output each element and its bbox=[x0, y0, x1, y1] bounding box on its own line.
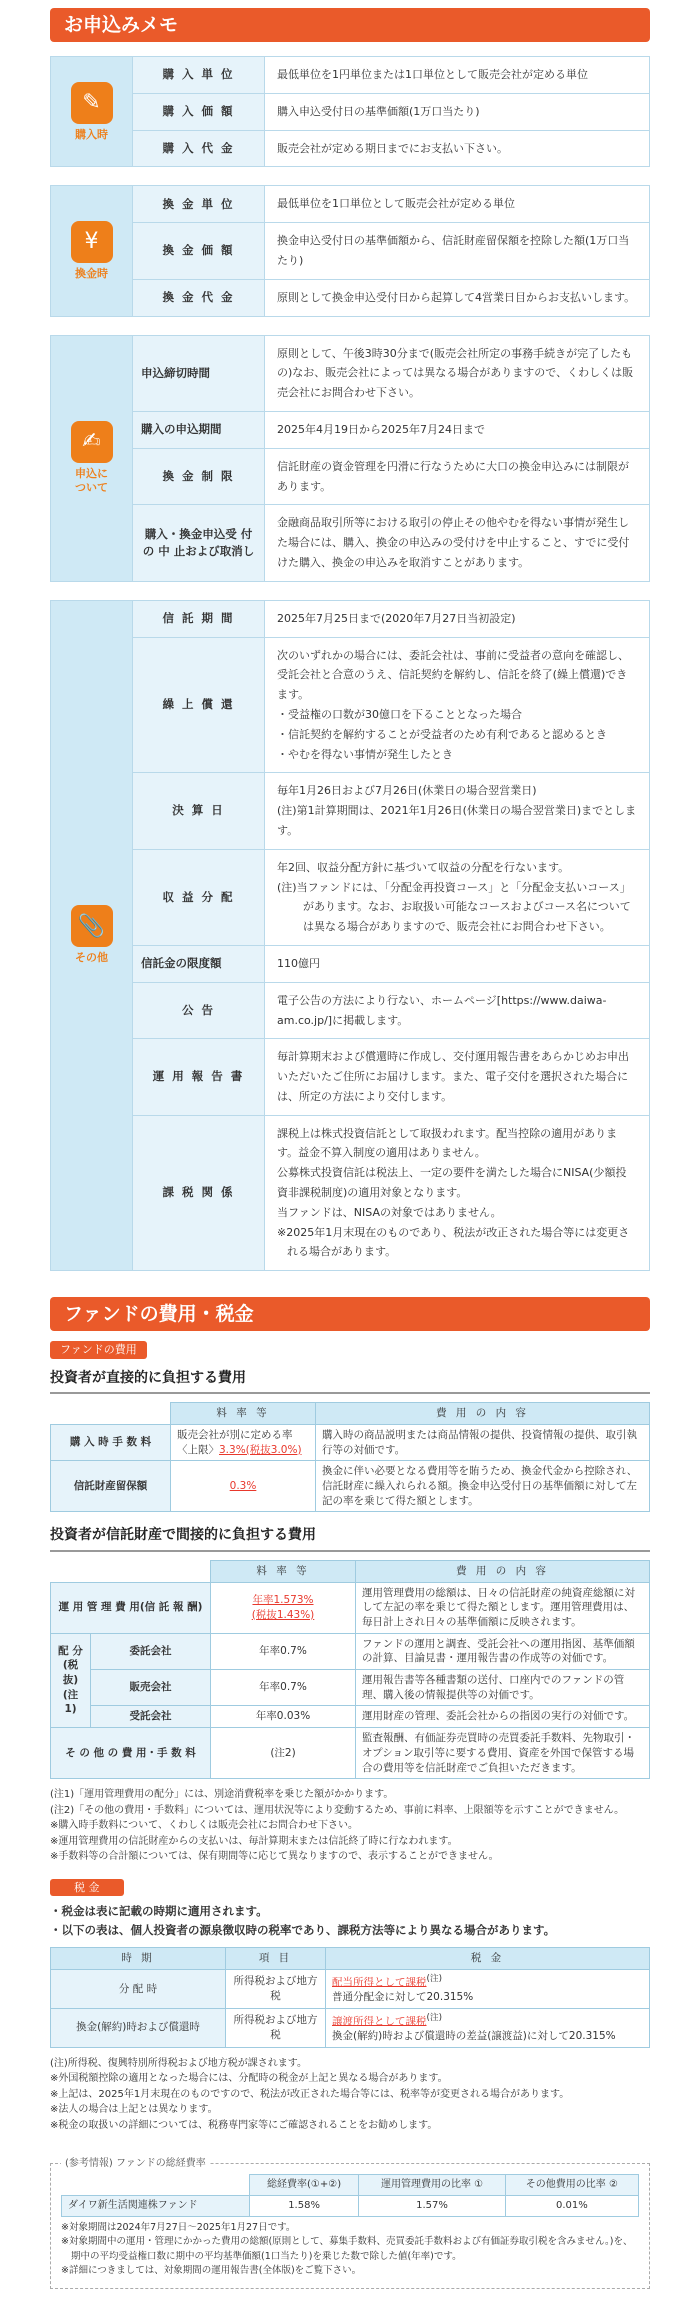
tax-type: 配当所得として課税 bbox=[332, 1976, 427, 1989]
row-value: 最低単位を1口単位として販売会社が定める単位 bbox=[277, 197, 515, 211]
row-value: 毎計算期末および償還時に作成し、交付運用報告書をあらかじめお申出いただいたご住所にお届けします。また、電子交付を選択された場合には、所定の方法により交付します。 bbox=[277, 1050, 629, 1103]
rate-value: 年率1.573% bbox=[252, 1594, 314, 1607]
row-label: 購 入 代 金 bbox=[133, 131, 265, 167]
rate-value: 年率0.7% bbox=[211, 1670, 356, 1706]
memo-side-label: 購入時 bbox=[75, 127, 108, 141]
reference-box bbox=[50, 2158, 650, 2289]
row-label: 換 金 単 位 bbox=[133, 186, 265, 222]
reference-title: (参考情報) ファンドの総経費率 bbox=[61, 2156, 210, 2172]
memo-side-other bbox=[51, 601, 133, 1271]
note-line: ※上記は、2025年1月末現在のものですので、税法が改正された場合等には、税率等が変更される場合があります。 bbox=[50, 2088, 570, 2100]
memo-row bbox=[133, 336, 649, 412]
note-line: ※詳細につきましては、対象期間の運用報告書(全体版)をご覧下さい。 bbox=[61, 2264, 362, 2276]
row-item: 所得税および地方税 bbox=[226, 1969, 326, 2008]
row-value: 販売会社が定める期日までにお支払い下さい。 bbox=[277, 141, 508, 155]
row-value: 次のいずれかの場合には、委託会社は、事前に受益者の意向を確認し、受託会社と合意のうえ、信託契約を解約し、信託を終了(繰上償還)できます。 bbox=[277, 648, 629, 702]
row-label: 購入の申込期間 bbox=[133, 412, 265, 448]
row-label: 受託会社 bbox=[91, 1706, 211, 1728]
row-content: ファンドの運用と調査、受託会社への運用指図、基準価額の計算、目論見書・運用報告書の作成等の対価です。 bbox=[356, 1633, 650, 1669]
note-line: (注1)「運用管理費用の配分」には、別途消費税率を乗じた額がかかります。 bbox=[50, 1789, 394, 1801]
row-content: 運用管理費用の総額は、日々の信託財産の純資産総額に対して左記の率を乗じて得た額とします。運用管理費用は、毎日計上され日々の基準価額に反映されます。 bbox=[356, 1582, 650, 1633]
tax-point: ・以下の表は、個人投資者の源泉徴収時の税率であり、課税方法等により異なる場合があります。 bbox=[50, 1922, 556, 1937]
row-label: 換 金 代 金 bbox=[133, 280, 265, 316]
memo-row bbox=[133, 1039, 649, 1115]
memo-row bbox=[133, 773, 649, 849]
memo-title: お申込みメモ bbox=[50, 8, 650, 42]
row-value: 信託財産の資金管理を円滑に行なうために大口の換金申込みには制限があります。 bbox=[277, 459, 629, 493]
note-line: ※税金の取扱いの詳細については、税務専門家等にご確認されることをお勧めします。 bbox=[50, 2119, 438, 2131]
memo-row bbox=[133, 1116, 649, 1271]
memo-side-application bbox=[51, 336, 133, 581]
row-label: 購 入 時 手 数 料 bbox=[51, 1425, 171, 1461]
rate-value: 3.3%(税抜3.0%) bbox=[219, 1443, 302, 1456]
memo-row bbox=[133, 131, 649, 167]
header-content: 費 用 の 内 容 bbox=[356, 1560, 650, 1582]
header-rate: 料 率 等 bbox=[171, 1403, 316, 1425]
fees-chip: ファンドの費用 bbox=[50, 1341, 147, 1359]
memo-row bbox=[133, 223, 649, 280]
rate-value: 0.3% bbox=[229, 1480, 257, 1493]
row-label: 公 告 bbox=[133, 983, 265, 1039]
tax-sup: (注) bbox=[426, 2012, 443, 2023]
table-row bbox=[51, 1969, 650, 2008]
row-value: 2025年4月19日から2025年7月24日まで bbox=[277, 422, 485, 436]
pen-icon: ✍ bbox=[71, 421, 113, 463]
header-item: 項 目 bbox=[226, 1948, 326, 1970]
header-other: その他費用の比率 ② bbox=[505, 2175, 638, 2196]
row-label: 課 税 関 係 bbox=[133, 1116, 265, 1271]
note-line: ※運用管理費用の信託財産からの支払いは、毎計算期末または信託終了時に行なわれます。 bbox=[50, 1835, 458, 1847]
tax-type: 譲渡所得として課税 bbox=[332, 2015, 427, 2028]
purchase-icon: ✎ bbox=[71, 82, 113, 124]
row-label: 信託財産留保額 bbox=[51, 1461, 171, 1512]
memo-exchange-block bbox=[50, 185, 650, 316]
table-row bbox=[51, 1728, 650, 1779]
row-label: 購入・換金申込受 付 の 中 止および取消し bbox=[133, 505, 265, 580]
note-line: (注2)「その他の費用・手数料」については、運用状況等により変動するため、事前に料率、上限額等を示すことができません。 bbox=[50, 1804, 625, 1816]
rate-value-excl: (税抜1.43%) bbox=[251, 1608, 315, 1621]
row-value: 原則として換金申込受付日から起算して4営業日目からお支払いします。 bbox=[277, 290, 636, 304]
note-line: ※手数料等の合計額については、保有期間等に応じて異なりますので、表示することができません。 bbox=[50, 1851, 499, 1863]
table-row bbox=[51, 2008, 650, 2047]
indirect-fees-title: 投資者が信託財産で間接的に負担する費用 bbox=[50, 1524, 650, 1551]
row-content: 購入時の商品説明または商品情報の提供、投資情報の提供、取引執行等の対価です。 bbox=[316, 1425, 650, 1461]
tax-point: ・税金は表に記載の時期に適用されます。 bbox=[50, 1904, 268, 1919]
exchange-icon: ¥ bbox=[71, 221, 113, 263]
row-note: ※2025年1月末現在のものであり、税法が改正された場合等には変更される場合があります。 bbox=[277, 1225, 630, 1259]
memo-row bbox=[133, 638, 649, 774]
row-value: 電子公告の方法により行ない、ホームページ[https://www.daiwa-am.co.jp/]に掲載します。 bbox=[277, 993, 607, 1027]
row-value: 課税上は株式投資信託として取扱われます。配当控除の適用があります。益金不算入制度の適用はありません。 bbox=[277, 1126, 618, 1160]
table-row bbox=[51, 1633, 650, 1669]
memo-row bbox=[133, 983, 649, 1040]
row-label: そ の 他 の 費 用・手 数 料 bbox=[51, 1728, 211, 1779]
table-row bbox=[51, 1425, 650, 1461]
note-line: ※購入時手数料について、くわしくは販売会社にお問合わせ下さい。 bbox=[50, 1820, 358, 1832]
memo-purchase-block bbox=[50, 56, 650, 167]
row-value: 2025年7月25日まで(2020年7月27日当初設定) bbox=[277, 611, 516, 625]
memo-row bbox=[133, 601, 649, 638]
row-label: 繰 上 償 還 bbox=[133, 638, 265, 773]
row-value: 年2回、収益分配方針に基づいて収益の分配を行ないます。 bbox=[277, 860, 570, 874]
total-ratio: 1.58% bbox=[249, 2196, 358, 2217]
row-value: 原則として、午後3時30分まで(販売会社所定の事務手続きが完了したもの)なお、販売会社によっては異なる場合がありますので、くわしくは販売会社にお問合わせ下さい。 bbox=[277, 346, 634, 400]
tax-rate: 普通分配金に対して20.315% bbox=[332, 1991, 474, 2004]
rate-value: 年率0.03% bbox=[211, 1706, 356, 1728]
fund-name: ダイワ新生活関連株ファンド bbox=[62, 2196, 250, 2217]
table-row bbox=[51, 1670, 650, 1706]
indirect-fees-table bbox=[50, 1560, 650, 1779]
row-label: 信 託 期 間 bbox=[133, 601, 265, 637]
row-label: 収 益 分 配 bbox=[133, 850, 265, 945]
row-content: 換金に伴い必要となる費用等を賄うため、換金代金から控除され、信託財産に繰入れられる額。換金申込受付日の基準価額に対して左記の率を乗じて得た額とします。 bbox=[316, 1461, 650, 1512]
split-label: 配 分(税抜)(注1) bbox=[51, 1633, 91, 1727]
note-line: ※法人の場合は上記とは異なります。 bbox=[50, 2104, 218, 2116]
row-timing: 換金(解約)時および償還時 bbox=[51, 2008, 226, 2047]
row-label: 購 入 単 位 bbox=[133, 57, 265, 93]
memo-row bbox=[133, 57, 649, 94]
header-total: 総経費率(①+②) bbox=[249, 2175, 358, 2196]
row-label: 換 金 制 限 bbox=[133, 449, 265, 505]
row-value: 購入申込受付日の基準価額(1万口当たり) bbox=[277, 104, 480, 118]
row-value: 当ファンドは、NISAの対象ではありません。 bbox=[277, 1205, 502, 1219]
row-timing: 分 配 時 bbox=[51, 1969, 226, 2008]
note-line: ※対象期間は2024年7月27日〜2025年1月27日です。 bbox=[61, 2222, 296, 2234]
row-label: 委託会社 bbox=[91, 1633, 211, 1669]
note-line: ※対象期間中の運用・管理にかかった費用の総額(原則として、募集手数料、売買委託手数料および有価証券取引税を含みません。)を、期中の平均受益権口数に期中の平均基準価額(1口当たり)を乗じた数で除した値(年率)です。 bbox=[61, 2236, 633, 2262]
note-line: (注)所得税、復興特別所得税および地方税が課されます。 bbox=[50, 2057, 308, 2069]
row-value: 換金申込受付日の基準価額から、信託財産留保額を控除した額(1万口当たり) bbox=[277, 234, 630, 267]
tax-points bbox=[50, 1902, 650, 1939]
direct-fees-table bbox=[50, 1402, 650, 1512]
fees-notes bbox=[50, 1787, 650, 1865]
row-label: 換 金 価 額 bbox=[133, 223, 265, 279]
header-content: 費 用 の 内 容 bbox=[316, 1403, 650, 1425]
memo-side-label: 換金時 bbox=[75, 266, 108, 280]
row-label: 運 用 管 理 費 用(信 託 報 酬) bbox=[51, 1582, 211, 1633]
row-label: 信託金の限度額 bbox=[133, 946, 265, 982]
reference-notes bbox=[61, 2221, 639, 2278]
tax-table bbox=[50, 1947, 650, 2048]
memo-row bbox=[133, 946, 649, 983]
memo-application-block bbox=[50, 335, 650, 582]
memo-row bbox=[133, 412, 649, 449]
mgmt-ratio: 1.57% bbox=[359, 2196, 505, 2217]
row-label: 購 入 価 額 bbox=[133, 94, 265, 130]
table-row bbox=[51, 1461, 650, 1512]
row-label: 申込締切時間 bbox=[133, 336, 265, 411]
memo-row bbox=[133, 850, 649, 946]
table-row bbox=[51, 1582, 650, 1633]
reference-table bbox=[61, 2174, 639, 2217]
header-rate: 料 率 等 bbox=[211, 1560, 356, 1582]
table-row bbox=[62, 2196, 639, 2217]
other-ratio: 0.01% bbox=[505, 2196, 638, 2217]
row-note: (注)当ファンドには、「分配金再投資コース」と「分配金支払いコース」があります。なお、お取扱い可能なコースおよびコース名については異なる場合がありますので、販売会社にお問合わせ下さい。 bbox=[277, 880, 631, 934]
rate-value: 年率0.7% bbox=[211, 1633, 356, 1669]
row-label: 販売会社 bbox=[91, 1670, 211, 1706]
row-value: 110億円 bbox=[277, 956, 320, 970]
header-mgmt: 運用管理費用の比率 ① bbox=[359, 2175, 505, 2196]
fees-title: ファンドの費用・税金 bbox=[50, 1297, 650, 1331]
row-content: 監査報酬、有価証券売買時の売買委託手数料、先物取引・オプション取引等に要する費用、資産を外国で保管する場合の費用等を信託財産でご負担いただきます。 bbox=[356, 1728, 650, 1779]
memo-row bbox=[133, 280, 649, 316]
row-value: 毎年1月26日および7月26日(休業日の場合翌営業日) bbox=[277, 784, 537, 798]
tax-rate: 換金(解約)時および償還時の差益(譲渡益)に対して20.315% bbox=[332, 2029, 616, 2042]
memo-side-label: 申込に ついて bbox=[75, 466, 108, 495]
memo-row bbox=[133, 94, 649, 131]
rate-pre: 販売会社が別に定める率〈上限〉 bbox=[177, 1429, 293, 1456]
memo-side-purchase bbox=[51, 57, 133, 166]
rate-value: (注2) bbox=[211, 1728, 356, 1779]
note-line: ※外国税額控除の適用となった場合には、分配時の税金が上記と異なる場合があります。 bbox=[50, 2073, 448, 2085]
row-content: 運用報告書等各種書類の送付、口座内でのファンドの管理、購入後の情報提供等の対価です。 bbox=[356, 1670, 650, 1706]
header-tax: 税 金 bbox=[326, 1948, 650, 1970]
bullet-item: ・やむを得ない事情が発生したとき bbox=[277, 747, 453, 761]
paperclip-icon: 📎 bbox=[71, 905, 113, 947]
memo-row bbox=[133, 186, 649, 223]
row-value: 公募株式投資信託は税法上、一定の要件を満たした場合にNISA(少額投資非課税制度)の適用対象となります。 bbox=[277, 1166, 627, 1200]
bullet-item: ・信託契約を解約することが受益者のため有利であると認めるとき bbox=[277, 727, 607, 741]
row-value: 最低単位を1円単位または1口単位として販売会社が定める単位 bbox=[277, 68, 588, 81]
memo-row bbox=[133, 505, 649, 580]
row-value: 金融商品取引所等における取引の停止その他やむを得ない事情が発生した場合には、購入、換金の申込みの受付けを中止すること、すでに受付けた購入、換金の申込みを取消すことがあります。 bbox=[277, 516, 630, 569]
memo-other-block bbox=[50, 600, 650, 1272]
header-timing: 時 期 bbox=[51, 1948, 226, 1970]
bullet-item: ・受益権の口数が30億口を下ることとなった場合 bbox=[277, 707, 522, 721]
row-content: 運用財産の管理、委託会社からの指図の実行の対価です。 bbox=[356, 1706, 650, 1728]
row-label: 運 用 報 告 書 bbox=[133, 1039, 265, 1114]
tax-sup: (注) bbox=[426, 1973, 443, 1984]
memo-side-exchange bbox=[51, 186, 133, 315]
tax-notes bbox=[50, 2056, 650, 2134]
tax-chip: 税 金 bbox=[50, 1879, 124, 1897]
row-item: 所得税および地方税 bbox=[226, 2008, 326, 2047]
memo-side-label: その他 bbox=[75, 951, 108, 965]
row-label: 決 算 日 bbox=[133, 773, 265, 848]
table-row bbox=[51, 1706, 650, 1728]
direct-fees-title: 投資者が直接的に負担する費用 bbox=[50, 1367, 650, 1394]
row-note: (注)第1計算期間は、2021年1月26日(休業日の場合翌営業日)までとします。 bbox=[277, 804, 637, 837]
memo-row bbox=[133, 449, 649, 506]
